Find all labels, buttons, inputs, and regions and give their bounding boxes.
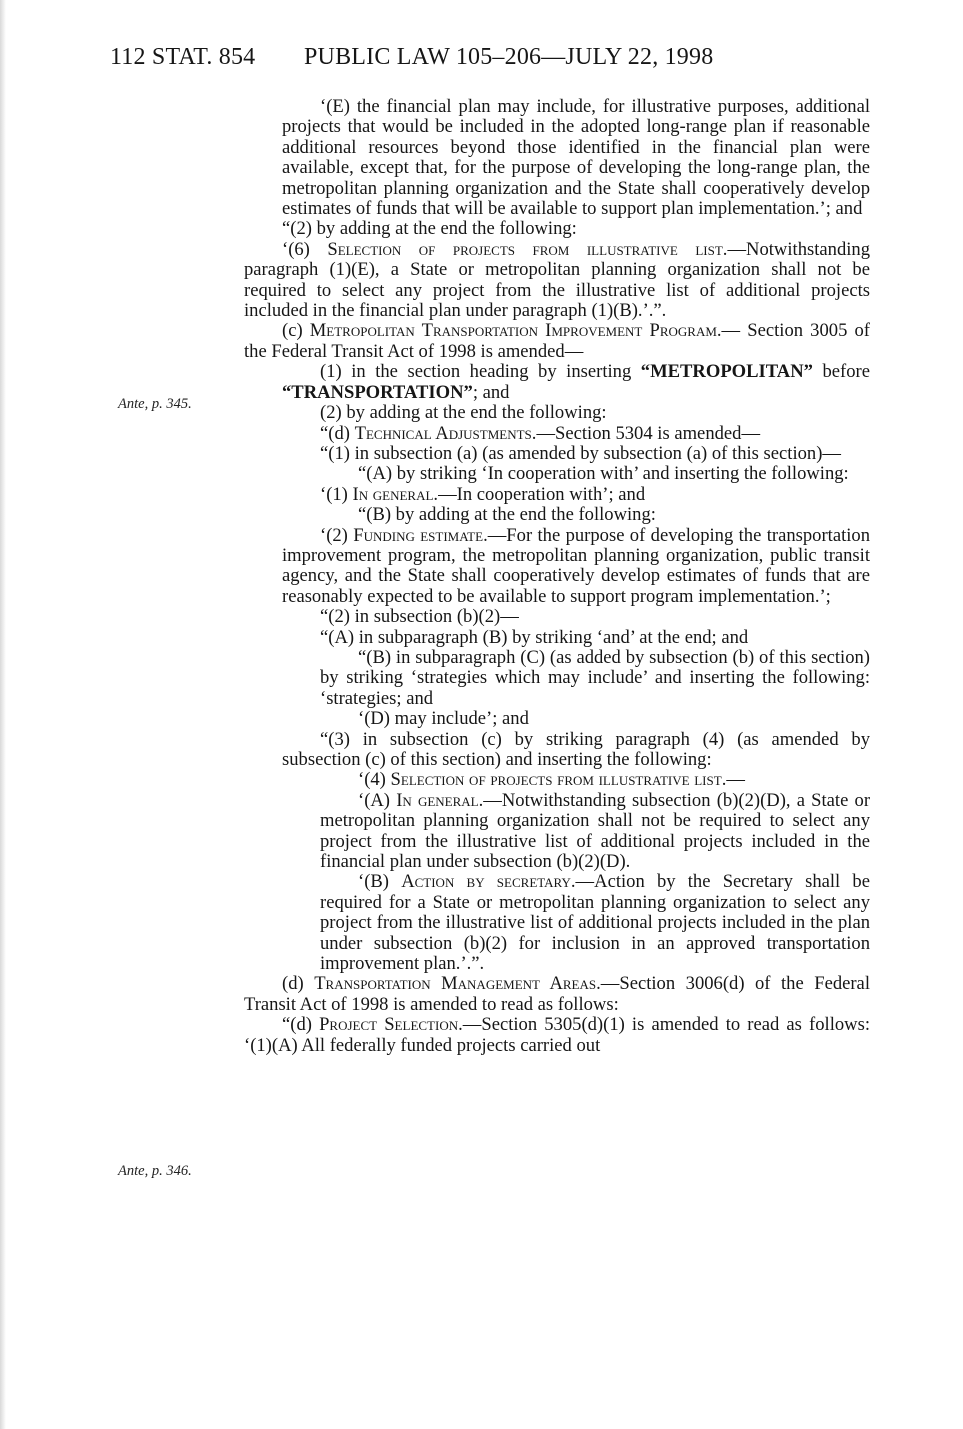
paragraph	[244, 791, 870, 873]
text-run: “(d)	[282, 1014, 320, 1036]
stat-citation: 112 STAT. 854	[110, 44, 256, 70]
text-run: ‘(6)	[282, 238, 328, 260]
text-run: .—In cooperation with’; and	[433, 483, 646, 505]
paragraph	[244, 321, 870, 362]
text-run: “(A) by striking ‘In cooperation with’ and inserting the following:	[358, 463, 849, 485]
paragraph	[244, 444, 870, 464]
text-run: .—Section 5304 is amended—	[531, 422, 761, 444]
text-run: ‘(1)	[320, 483, 353, 505]
text-run: ‘(4)	[358, 769, 391, 791]
paragraph	[244, 97, 870, 219]
paragraph	[244, 607, 870, 627]
small-caps-heading: In general	[352, 483, 434, 505]
paragraph	[244, 770, 870, 790]
text-run: “(3) in subsection (c) by striking paragraph (4) (as amended by subsection (c) of this section) and inserting the following:	[282, 728, 870, 770]
small-caps-heading: Project Selection	[319, 1014, 459, 1036]
text-run: .—Section 3006(d) of the Federal Transit Act of 1998 is amended to read as follows:	[244, 973, 870, 1015]
paragraph	[244, 1015, 870, 1056]
text-run: (2) by adding at the end the following:	[320, 402, 607, 424]
text-run: (1) in the section heading by inserting	[320, 361, 641, 383]
text-run: “(2) in subsection (b)(2)—	[320, 606, 519, 628]
paragraph	[244, 424, 870, 444]
text-run: “(1) in subsection (a) (as amended by subsection (a) of this section)—	[320, 442, 841, 464]
paragraph	[244, 485, 870, 505]
small-caps-heading: Transportation Management Areas	[314, 973, 597, 995]
margin-note-ante-345: Ante, p. 345.	[118, 396, 192, 412]
text-run: ‘(D) may include’; and	[358, 708, 529, 730]
text-run: “(B) by adding at the end the following:	[358, 504, 656, 526]
text-run: (c)	[282, 320, 310, 342]
small-caps-heading: Technical Adjustments	[354, 422, 532, 444]
small-caps-heading: In general	[396, 789, 479, 811]
paragraph	[244, 709, 870, 729]
paragraph	[244, 730, 870, 771]
page-edge	[0, 0, 6, 1429]
text-run: “(B) in subparagraph (C) (as added by subsection (b) of this section) by striking ‘strategies which may include’ and inserting the following: ‘strategies; and	[320, 646, 870, 709]
text-run: .—Section 5305(d)(1) is amended to read as follows: ‘(1)(A) All federally funded projects carried out	[244, 1014, 870, 1056]
text-run: ‘(2)	[320, 524, 354, 546]
small-caps-heading: Metropolitan Transportation Improvement Program	[309, 320, 717, 342]
paragraph	[244, 403, 870, 423]
text-run: .—For the purpose of developing the transportation improvement program, the metropolitan planning organization, public transit agency, and the State shall cooperatively develop estimates of funds that are reasonably expected to be available to support program implementation.’;	[282, 524, 870, 607]
paragraph	[244, 362, 870, 403]
margin-note-ante-346: Ante, p. 346.	[118, 1163, 192, 1179]
text-run: (d)	[282, 973, 315, 995]
small-caps-heading: Action by secretary	[401, 871, 571, 893]
paragraph	[244, 240, 870, 322]
text-run: before	[812, 361, 870, 383]
text-run: ‘(E) the financial plan may include, for illustrative purposes, additional projects that would be included in the adopted long-range plan if reasonable additional resources beyond those identified in the financial plan were available, except that, for the purpose of developing the long-range plan, the metropolitan planning organization and the State shall cooperatively develop estimates of funds that will be available to support plan implementation.’; and	[282, 96, 870, 220]
bold-term: “METROPOLITAN”	[640, 361, 813, 383]
paragraph	[244, 974, 870, 1015]
text-run: “(2) by adding at the end the following:	[282, 218, 577, 240]
bold-term: “TRANSPORTATION”	[282, 381, 473, 403]
text-run: .—Action by the Secretary shall be required for a State or metropolitan planning organization to select any project from the illustrative list of additional projects included in the plan under subsection (b)(2) for inclusion in an approved transportation improvement plan.’.”.	[320, 871, 870, 975]
text-run: ; and	[472, 381, 510, 403]
paragraph	[244, 628, 870, 648]
public-law-title: PUBLIC LAW 105–206—JULY 22, 1998	[304, 44, 714, 70]
text-run: .—Notwithstanding paragraph (1)(E), a State or metropolitan planning organization shall not be required to select any project from the illustrative list of additional projects included in the financial plan under paragraph (1)(B).’.”.	[244, 238, 870, 322]
text-run: .—	[721, 769, 745, 791]
small-caps-heading: Selection of projects from illustrative list	[327, 238, 723, 260]
page-header	[110, 44, 870, 78]
paragraph	[244, 526, 870, 608]
text-run: .— Section 3005 of the Federal Transit Act of 1998 is amended—	[244, 320, 870, 362]
text-run: ‘(B)	[358, 871, 402, 893]
small-caps-heading: Funding estimate	[353, 524, 484, 546]
paragraph	[244, 464, 870, 484]
text-run: “(d)	[320, 422, 355, 444]
paragraph	[244, 505, 870, 525]
small-caps-heading: Selection of projects from illustrative list	[390, 769, 722, 791]
paragraph	[244, 219, 870, 239]
paragraph	[244, 648, 870, 709]
statute-body	[244, 97, 870, 1056]
text-run: .—Notwithstanding subsection (b)(2)(D), a State or metropolitan planning organization shall not be required to select any project from the illustrative list of additional projects included in the financial plan under subsection (b)(2)(D).	[320, 789, 871, 873]
text-run: ‘(A)	[358, 789, 397, 811]
text-run: “(A) in subparagraph (B) by striking ‘and’ at the end; and	[320, 626, 749, 648]
paragraph	[244, 872, 870, 974]
